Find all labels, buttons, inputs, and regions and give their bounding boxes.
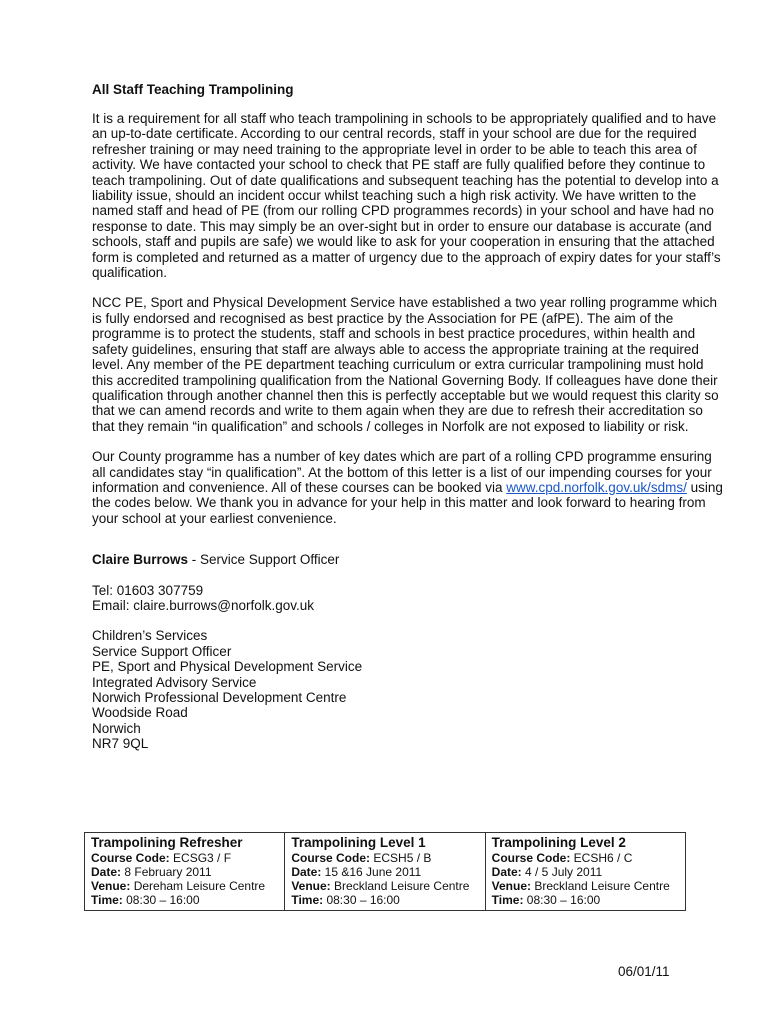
course-date [492, 865, 679, 879]
course-date-value: 15 &16 June 2011 [321, 865, 422, 879]
postal-address [92, 628, 726, 751]
course-code-label: Course Code: [491, 851, 571, 865]
signatory-role: - Service Support Officer [188, 552, 340, 568]
course-code-value: ECSH5 / B [370, 851, 432, 865]
paragraph-key-dates-text-1: Our County programme has a number of key dates which are part of a rolling CPD programme ensuring all candidates stay “in qualification”. At the bottom of this letter is a list of our impending courses for your information and convenience. All of these courses can be booked via [92, 449, 712, 495]
course-code-value: ECSH6 / C [570, 851, 633, 865]
course-time-label: Time: [91, 893, 123, 907]
paragraph-requirement: It is a requirement for all staff who teach trampolining in schools to be appropriately qualified and to have an up-to-date certificate. According to our central records, staff in your school are due for the required refresher training or may need training to the appropriate level in order to be able to teach this area of activity. We have contacted your school to check that PE staff are fully qualified before they continue to teach trampolining. Out of date qualifications and subsequent teaching has the potential to develop into a liability issue, should an incident occur whilst teaching such a high risk activity. We have written to the named staff and head of PE (from our rolling CPD programmes records) in your school and have had no response to date. This may simply be an over-sight but in order to ensure our database is accurate (and schools, staff and pupils are safe) we would like to ask for your cooperation in ensuring that the attached form is completed and returned as a matter of urgency due to the approach of expiry dates for your staff’s qualification. [92, 111, 721, 281]
course-time [91, 893, 278, 907]
course-cell-refresher [85, 833, 285, 911]
course-code [492, 851, 679, 865]
address-line: NR7 9QL [92, 736, 149, 752]
course-venue-label: Venue: [291, 879, 331, 893]
paragraph-key-dates [92, 449, 726, 526]
course-code [91, 851, 278, 865]
courses-table [84, 832, 686, 911]
footer-date: 06/01/11 [618, 964, 670, 979]
course-date-value: 4 / 5 July 2011 [521, 865, 603, 879]
course-time-label: Time: [491, 893, 524, 907]
course-code-label: Course Code: [91, 851, 170, 865]
course-date [91, 865, 278, 879]
signatory-name: Claire Burrows [92, 552, 189, 568]
telephone: Tel: 01603 307759 [92, 582, 204, 598]
course-venue [492, 879, 679, 893]
contact-details [92, 583, 726, 614]
course-venue [91, 879, 278, 893]
course-time [291, 893, 478, 907]
address-line: Norwich Professional Development Centre [92, 690, 347, 705]
signature-line [92, 552, 726, 567]
course-venue-value: Breckland Leisure Centre [330, 879, 470, 893]
course-date-value: 8 February 2011 [121, 865, 212, 879]
address-line: Woodside Road [92, 705, 188, 721]
course-venue [291, 879, 478, 893]
course-venue-value: Dereham Leisure Centre [130, 879, 266, 893]
course-date-label: Date: [291, 865, 322, 879]
course-time [492, 893, 679, 907]
paragraph-programme: NCC PE, Sport and Physical Development Service have established a two year rolling programme which is fully endorsed and recognised as best practice by the Association for PE (afPE). The aim of the programme is to protect the students, staff and schools in best practice procedures, within health and safety guidelines, ensuring that staff are always able to access the appropriate training at the required level. Any member of the PE department teaching curriculum or extra curricular trampolining must hold this accredited trampolining qualification from the National Governing Body. If colleagues have done their qualification through another channel then this is perfectly acceptable but we would request this clarity so that we can amend records and write to them again when they are due to refresh their accreditation so that they remain “in qualification” and schools / colleges in Norfolk are not exposed to liability or risk. [92, 295, 719, 434]
course-time-value: 08:30 – 16:00 [523, 893, 601, 907]
paragraph-key-dates-text-2: using the codes below. We thank you in advance for your help in this matter and look forward to hearing from your school at your earliest convenience. [92, 479, 723, 526]
course-cell-level-1 [285, 833, 485, 911]
course-title: Trampolining Refresher [91, 835, 243, 850]
course-venue-label: Venue: [91, 879, 131, 893]
course-title: Trampolining Level 2 [491, 835, 626, 850]
course-cell-level-2 [485, 833, 685, 911]
course-date [291, 865, 478, 879]
courses-row [85, 833, 686, 911]
course-code-label: Course Code: [291, 851, 371, 865]
course-title: Trampolining Level 1 [291, 835, 426, 850]
address-line: PE, Sport and Physical Development Service [92, 659, 363, 675]
course-time-value: 08:30 – 16:00 [323, 893, 400, 907]
course-venue-label: Venue: [491, 879, 532, 893]
course-time-value: 08:30 – 16:00 [122, 893, 200, 907]
cpd-booking-link[interactable]: www.cpd.norfolk.gov.uk/sdms/ [506, 479, 687, 495]
address-line: Children’s Services [92, 628, 208, 644]
letter-title: All Staff Teaching Trampolining [92, 82, 294, 97]
course-time-label: Time: [291, 893, 324, 907]
address-line: Norwich [92, 720, 141, 736]
course-code [291, 851, 478, 865]
letter-body [92, 82, 726, 767]
course-code-value: ECSG3 / F [169, 851, 232, 865]
address-line: Integrated Advisory Service [92, 674, 257, 690]
course-venue-value: Breckland Leisure Centre [531, 879, 670, 893]
email-address: Email: claire.burrows@norfolk.gov.uk [92, 597, 315, 613]
address-line: Service Support Officer [92, 643, 232, 659]
course-date-label: Date: [91, 865, 122, 879]
course-date-label: Date: [491, 865, 522, 879]
